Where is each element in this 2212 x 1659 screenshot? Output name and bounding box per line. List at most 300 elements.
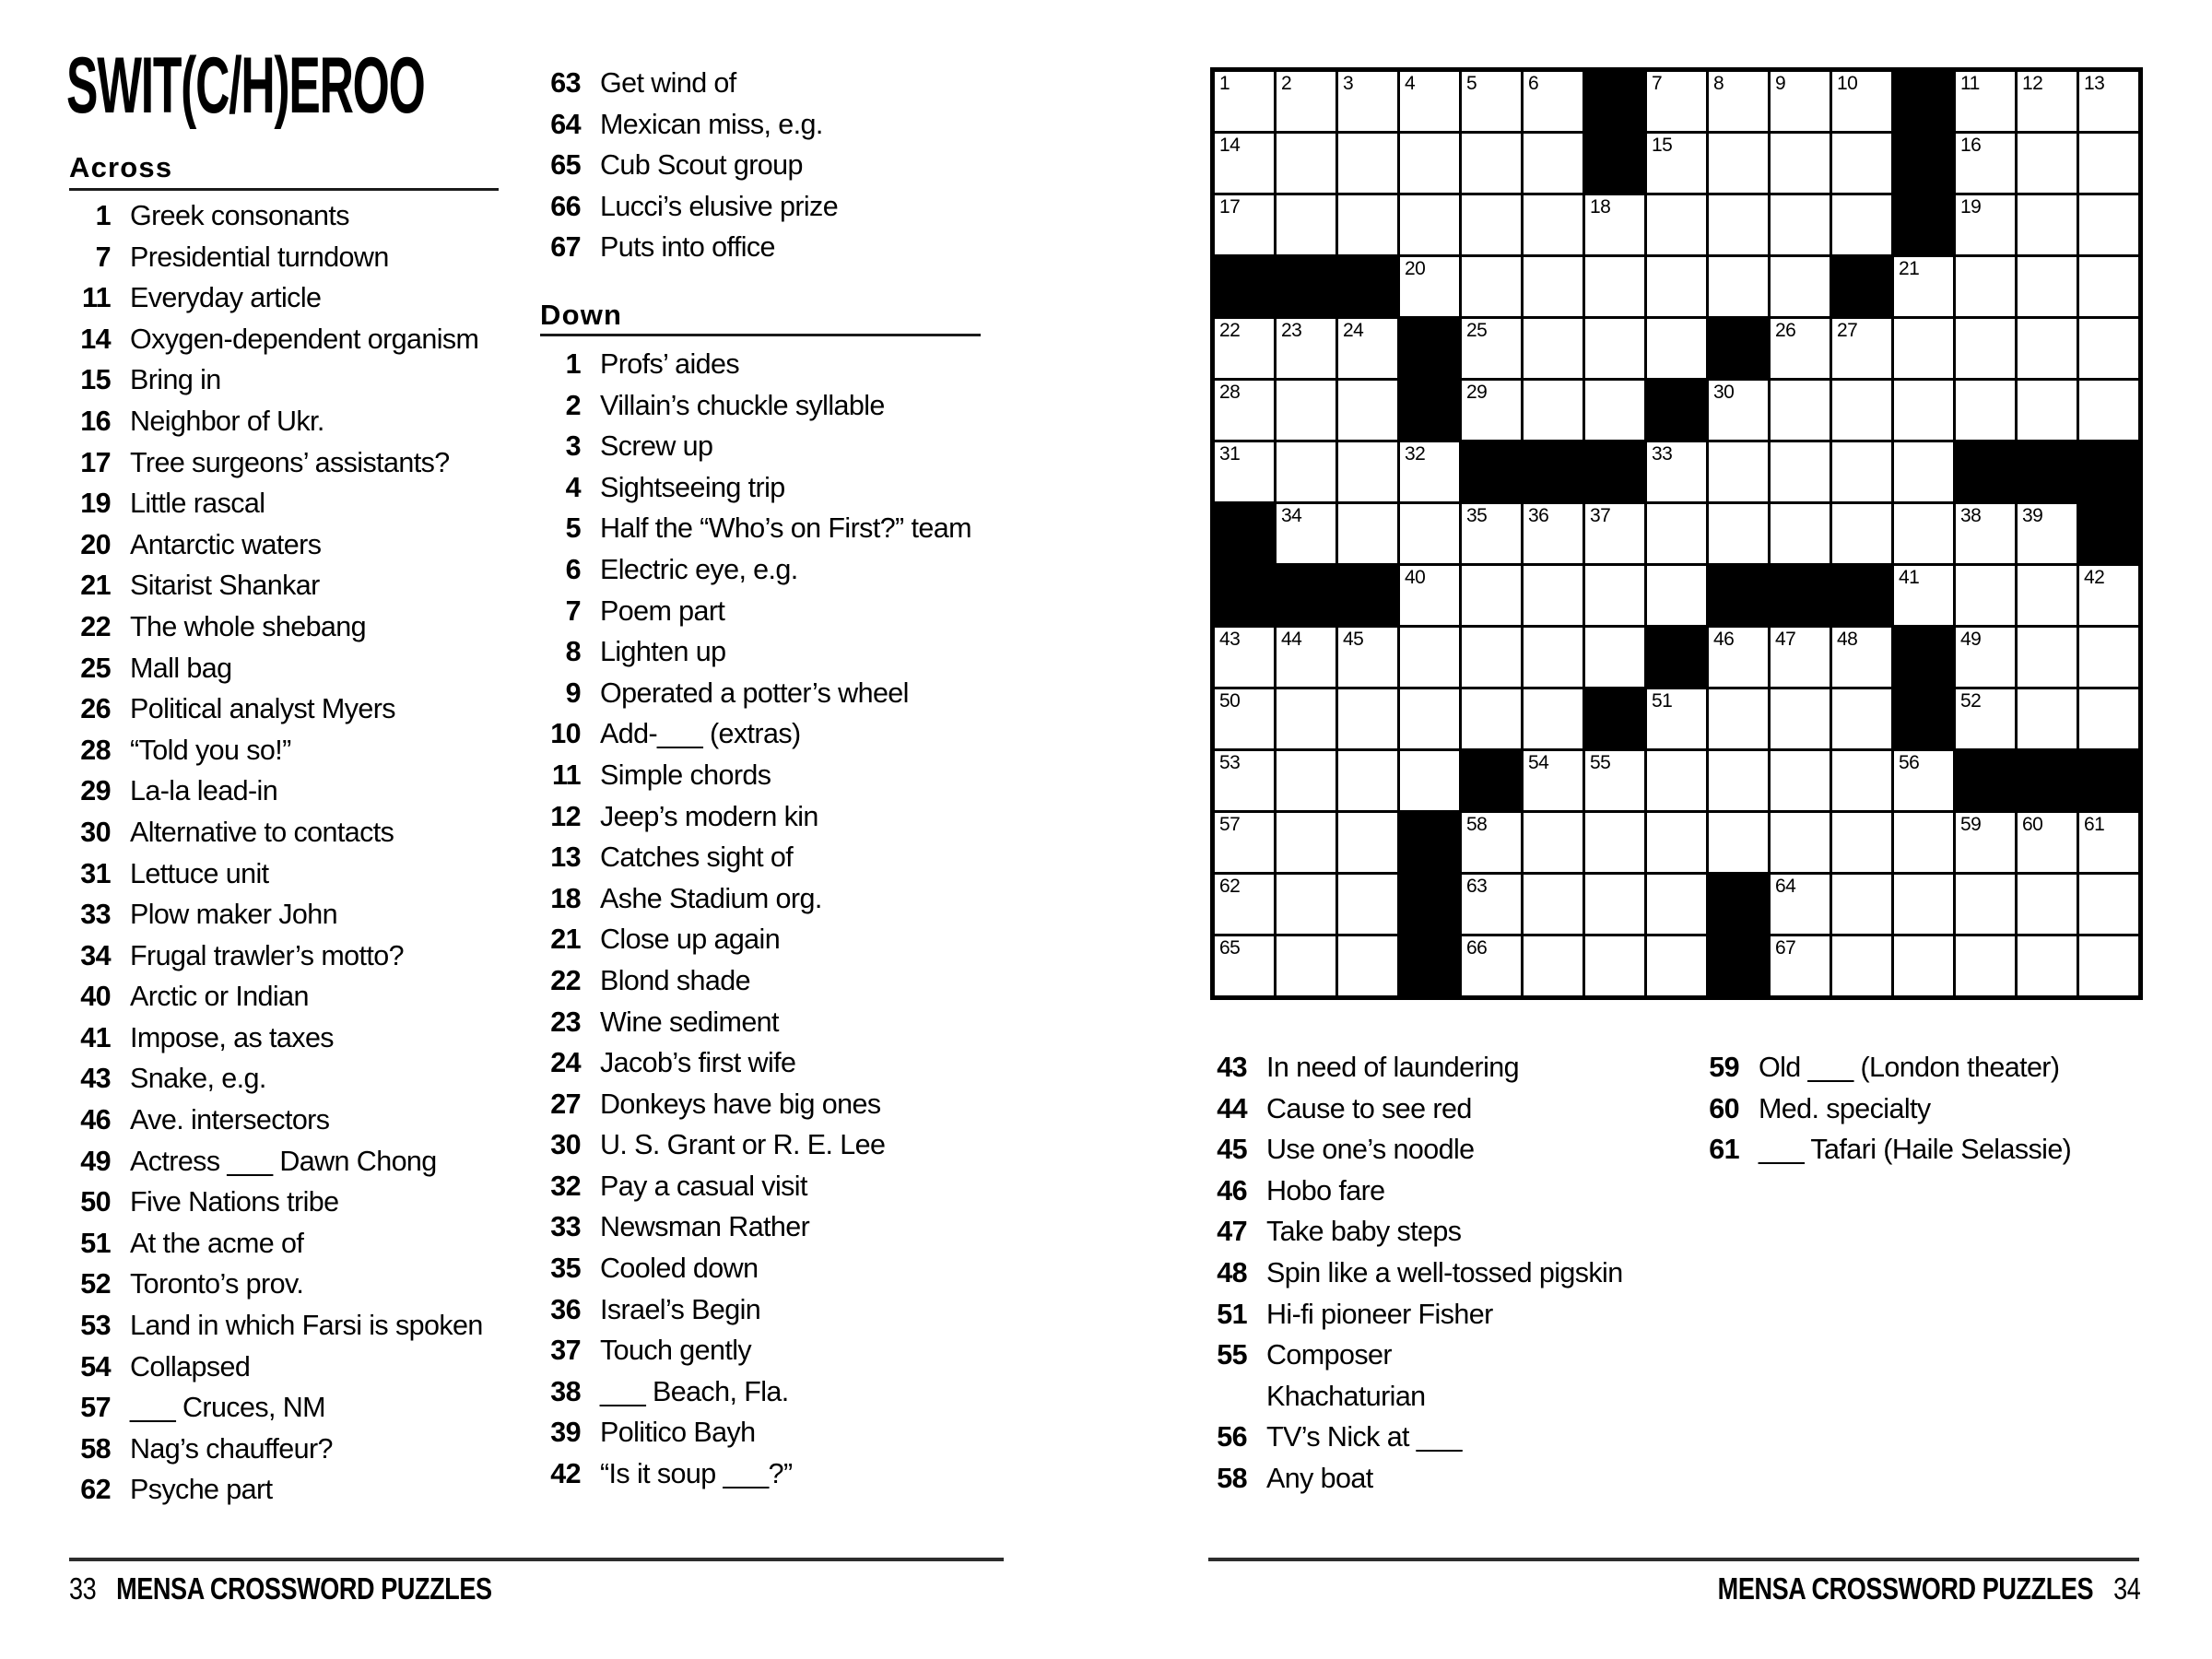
grid-cell[interactable] <box>1647 689 1706 748</box>
grid-cell[interactable] <box>2079 689 2138 748</box>
cell-number: 47 <box>1775 629 1796 650</box>
clue-item <box>69 1058 483 1100</box>
grid-cell[interactable] <box>1585 628 1644 687</box>
grid-cell[interactable] <box>1832 504 1891 563</box>
grid-cell[interactable] <box>2079 875 2138 934</box>
grid-cell[interactable] <box>1462 381 1521 440</box>
grid-cell[interactable] <box>1462 813 1521 872</box>
grid-cell[interactable] <box>1894 319 1953 378</box>
clue-text: Newsman Rather <box>600 1211 810 1243</box>
grid-cell[interactable] <box>1709 381 1768 440</box>
grid-cell[interactable] <box>2079 936 2138 995</box>
grid-cell[interactable] <box>1832 751 1891 810</box>
clue-number: 47 <box>1217 1216 1247 1248</box>
grid-cell[interactable] <box>1462 504 1521 563</box>
grid-cell[interactable] <box>1277 875 1335 934</box>
grid-cell[interactable] <box>1647 566 1706 625</box>
grid-cell[interactable] <box>1338 134 1397 193</box>
cell-number: 58 <box>1466 814 1488 835</box>
grid-cell[interactable] <box>1709 195 1768 254</box>
clue-number: 11 <box>551 759 581 791</box>
cell-number: 30 <box>1713 382 1735 403</box>
grid-cell[interactable] <box>2079 381 2138 440</box>
cell-number: 49 <box>1960 629 1982 650</box>
grid-cell[interactable] <box>1462 936 1521 995</box>
grid-cell-black <box>1647 628 1706 687</box>
grid-cell[interactable] <box>1338 689 1397 748</box>
clue-text: Ashe Stadium org. <box>600 882 822 914</box>
grid-cell[interactable] <box>1956 381 2015 440</box>
clue-number: 44 <box>1217 1092 1247 1124</box>
grid-cell[interactable] <box>1709 628 1768 687</box>
cell-number: 22 <box>1219 320 1241 341</box>
grid-cell[interactable] <box>1585 936 1644 995</box>
grid-cell[interactable] <box>2079 566 2138 625</box>
grid-cell[interactable] <box>1524 504 1583 563</box>
clue-item <box>69 1387 483 1429</box>
grid-cell[interactable] <box>1647 72 1706 131</box>
clue-text: Touch gently <box>600 1335 752 1367</box>
clue-item <box>69 648 483 689</box>
clue-number: 51 <box>1217 1298 1247 1330</box>
cell-number: 15 <box>1652 135 1673 156</box>
grid-cell[interactable] <box>1338 875 1397 934</box>
grid-cell[interactable] <box>1956 72 2015 131</box>
clue-item <box>69 894 483 935</box>
grid-cell[interactable] <box>2018 875 2077 934</box>
grid-cell[interactable] <box>2079 813 2138 872</box>
grid-cell[interactable] <box>1585 875 1644 934</box>
grid-cell[interactable] <box>1771 134 1830 193</box>
page-number-right: 34 <box>2112 1571 2140 1606</box>
clue-number: 33 <box>550 1211 581 1243</box>
clue-number: 45 <box>1217 1134 1247 1166</box>
clue-item <box>539 673 971 714</box>
grid-cell[interactable] <box>1338 442 1397 501</box>
clue-text: Hobo fare <box>1266 1174 1385 1206</box>
grid-cell[interactable] <box>1771 628 1830 687</box>
grid-cell[interactable] <box>1894 566 1953 625</box>
grid-cell[interactable] <box>1524 134 1583 193</box>
grid-cell[interactable] <box>2018 134 2077 193</box>
down-clue-list-below-grid-right <box>1698 1047 2071 1171</box>
grid-cell[interactable] <box>1956 319 2015 378</box>
grid-cell[interactable] <box>1338 936 1397 995</box>
cell-number: 57 <box>1219 814 1241 835</box>
cell-number: 56 <box>1899 752 1920 773</box>
clue-item <box>539 1206 971 1248</box>
grid-cell[interactable] <box>1771 72 1830 131</box>
grid-cell[interactable] <box>1709 442 1768 501</box>
clue-item <box>69 195 483 237</box>
grid-cell[interactable] <box>1647 504 1706 563</box>
cell-number: 17 <box>1219 196 1241 218</box>
grid-cell[interactable] <box>1400 134 1459 193</box>
clue-text: Spin like a well-tossed pigskin <box>1266 1256 1623 1288</box>
grid-cell[interactable] <box>1709 72 1768 131</box>
grid-cell[interactable] <box>2018 72 2077 131</box>
clue-number: 61 <box>1709 1134 1739 1166</box>
grid-cell[interactable] <box>1215 72 1274 131</box>
grid-cell[interactable] <box>2018 628 2077 687</box>
grid-cell[interactable] <box>1832 72 1891 131</box>
grid-cell[interactable] <box>1215 751 1274 810</box>
grid-cell[interactable] <box>2018 257 2077 316</box>
cell-number: 27 <box>1837 320 1858 341</box>
clue-item <box>1206 1335 1623 1417</box>
cell-number: 38 <box>1960 505 1982 526</box>
grid-cell-black <box>1215 566 1274 625</box>
grid-cell[interactable] <box>1338 813 1397 872</box>
clue-number: 8 <box>565 636 581 668</box>
cell-number: 60 <box>2022 814 2043 835</box>
grid-cell[interactable] <box>1709 257 1768 316</box>
clue-item <box>69 1018 483 1059</box>
grid-cell[interactable] <box>1585 751 1644 810</box>
clue-text: Ave. intersectors <box>130 1104 330 1136</box>
clue-item <box>539 508 971 549</box>
clue-number: 52 <box>80 1268 111 1300</box>
grid-cell[interactable] <box>1524 813 1583 872</box>
grid-cell[interactable] <box>1215 381 1274 440</box>
grid-cell[interactable] <box>1647 813 1706 872</box>
grid-cell[interactable] <box>1585 195 1644 254</box>
clue-number: 13 <box>550 841 581 874</box>
clue-text: ___ Beach, Fla. <box>600 1375 789 1407</box>
grid-cell[interactable] <box>2079 72 2138 131</box>
grid-cell[interactable] <box>1277 72 1335 131</box>
grid-cell[interactable] <box>1647 319 1706 378</box>
grid-cell[interactable] <box>2079 134 2138 193</box>
grid-cell[interactable] <box>1524 936 1583 995</box>
grid-cell[interactable] <box>1585 813 1644 872</box>
cell-number: 9 <box>1775 73 1786 94</box>
cell-number: 11 <box>1960 73 1980 94</box>
grid-cell[interactable] <box>1585 566 1644 625</box>
grid-cell-black <box>1647 381 1706 440</box>
cell-number: 61 <box>2084 814 2105 835</box>
clue-text: Take baby steps <box>1266 1216 1462 1248</box>
grid-cell[interactable] <box>1215 319 1274 378</box>
grid-cell[interactable] <box>1894 442 1953 501</box>
grid-cell[interactable] <box>1585 381 1644 440</box>
grid-cell[interactable] <box>1338 504 1397 563</box>
grid-cell[interactable] <box>2018 813 2077 872</box>
grid-cell[interactable] <box>1771 751 1830 810</box>
grid-cell[interactable] <box>1771 813 1830 872</box>
grid-cell[interactable] <box>1832 813 1891 872</box>
cell-number: 33 <box>1652 443 1673 465</box>
clue-number: 59 <box>1709 1052 1739 1083</box>
grid-cell[interactable] <box>1956 628 2015 687</box>
clue-item <box>1698 1047 2071 1088</box>
grid-cell[interactable] <box>1832 689 1891 748</box>
grid-cell[interactable] <box>1400 689 1459 748</box>
grid-cell[interactable] <box>1462 134 1521 193</box>
grid-cell[interactable] <box>1956 689 2015 748</box>
grid-cell[interactable] <box>1647 875 1706 934</box>
grid-cell[interactable] <box>1709 504 1768 563</box>
crossword-grid <box>1210 67 2143 1000</box>
clue-number: 38 <box>550 1375 581 1407</box>
grid-cell[interactable] <box>1956 813 2015 872</box>
grid-cell[interactable] <box>1524 319 1583 378</box>
grid-cell[interactable] <box>1709 689 1768 748</box>
grid-cell[interactable] <box>1894 936 1953 995</box>
grid-cell[interactable] <box>2018 689 2077 748</box>
grid-cell[interactable] <box>1956 195 2015 254</box>
grid-cell[interactable] <box>1832 195 1891 254</box>
cell-number: 19 <box>1960 196 1982 218</box>
grid-cell[interactable] <box>1956 875 2015 934</box>
grid-cell[interactable] <box>1956 936 2015 995</box>
clue-item <box>69 1100 483 1141</box>
grid-cell[interactable] <box>1894 504 1953 563</box>
clue-number: 43 <box>80 1063 111 1095</box>
clue-text: Med. specialty <box>1759 1092 1931 1124</box>
grid-cell[interactable] <box>1400 566 1459 625</box>
grid-cell[interactable] <box>1894 751 1953 810</box>
clue-number: 56 <box>1217 1421 1247 1453</box>
grid-cell[interactable] <box>1832 936 1891 995</box>
grid-cell[interactable] <box>1647 195 1706 254</box>
cell-number: 4 <box>1405 73 1416 94</box>
clue-item <box>69 1223 483 1265</box>
clue-text: Catches sight of <box>600 841 794 874</box>
clue-item <box>539 1453 971 1495</box>
grid-cell[interactable] <box>1462 319 1521 378</box>
clue-number: 1 <box>565 348 581 380</box>
grid-cell[interactable] <box>1832 319 1891 378</box>
grid-cell[interactable] <box>1277 504 1335 563</box>
clue-number: 48 <box>1217 1256 1247 1288</box>
grid-cell[interactable] <box>1524 72 1583 131</box>
grid-cell[interactable] <box>1771 875 1830 934</box>
grid-cell-black <box>1585 72 1644 131</box>
grid-cell[interactable] <box>1771 504 1830 563</box>
grid-cell[interactable] <box>1462 566 1521 625</box>
clue-text: Bring in <box>130 364 221 396</box>
grid-cell[interactable] <box>1894 257 1953 316</box>
grid-cell[interactable] <box>1277 936 1335 995</box>
grid-cell[interactable] <box>1585 319 1644 378</box>
grid-cell[interactable] <box>1894 813 1953 872</box>
clue-item <box>539 186 838 228</box>
grid-cell[interactable] <box>2079 319 2138 378</box>
clue-number: 46 <box>80 1104 111 1136</box>
grid-cell[interactable] <box>1524 257 1583 316</box>
grid-cell[interactable] <box>1524 566 1583 625</box>
grid-cell[interactable] <box>1338 751 1397 810</box>
grid-cell[interactable] <box>1215 134 1274 193</box>
clue-number: 31 <box>80 857 111 889</box>
grid-cell[interactable] <box>1832 442 1891 501</box>
grid-cell[interactable] <box>1956 566 2015 625</box>
clue-item <box>69 688 483 730</box>
grid-cell[interactable] <box>1277 689 1335 748</box>
grid-cell[interactable] <box>2079 628 2138 687</box>
grid-cell[interactable] <box>1956 504 2015 563</box>
clue-item <box>69 401 483 442</box>
clue-text: Everyday article <box>130 282 322 314</box>
cell-number: 24 <box>1343 320 1364 341</box>
grid-cell[interactable] <box>1277 134 1335 193</box>
grid-cell[interactable] <box>1462 195 1521 254</box>
grid-cell[interactable] <box>1215 936 1274 995</box>
clue-item <box>539 1166 971 1207</box>
grid-cell[interactable] <box>2018 566 2077 625</box>
grid-cell[interactable] <box>2018 504 2077 563</box>
clue-item <box>69 812 483 853</box>
grid-cell[interactable] <box>1462 875 1521 934</box>
grid-cell-black <box>1894 195 1953 254</box>
grid-cell[interactable] <box>1215 628 1274 687</box>
grid-cell[interactable] <box>1400 628 1459 687</box>
grid-cell[interactable] <box>1524 195 1583 254</box>
clue-text: Nag’s chauffeur? <box>130 1432 333 1465</box>
clue-number: 67 <box>550 231 581 264</box>
grid-cell[interactable] <box>1771 936 1830 995</box>
grid-cell[interactable] <box>1400 195 1459 254</box>
grid-cell[interactable] <box>1956 134 2015 193</box>
clue-number: 19 <box>80 488 111 520</box>
grid-cell[interactable] <box>1215 195 1274 254</box>
grid-cell[interactable] <box>1462 689 1521 748</box>
clue-text: The whole shebang <box>130 610 367 642</box>
grid-cell[interactable] <box>1462 628 1521 687</box>
grid-cell[interactable] <box>1524 381 1583 440</box>
grid-cell-black <box>1338 257 1397 316</box>
clue-item <box>69 853 483 895</box>
grid-cell[interactable] <box>1647 134 1706 193</box>
grid-cell[interactable] <box>1832 381 1891 440</box>
grid-cell[interactable] <box>1894 381 1953 440</box>
grid-cell[interactable] <box>1647 442 1706 501</box>
footer-right <box>1717 1571 2140 1607</box>
clue-number: 50 <box>80 1186 111 1218</box>
grid-cell[interactable] <box>1709 813 1768 872</box>
grid-cell[interactable] <box>1215 442 1274 501</box>
clue-item <box>1698 1088 2071 1130</box>
grid-cell[interactable] <box>1215 813 1274 872</box>
cell-number: 41 <box>1899 567 1920 588</box>
grid-cell[interactable] <box>1832 628 1891 687</box>
grid-cell[interactable] <box>2018 195 2077 254</box>
grid-cell[interactable] <box>2079 195 2138 254</box>
grid-cell[interactable] <box>1585 504 1644 563</box>
grid-cell[interactable] <box>1647 751 1706 810</box>
clue-item <box>69 277 483 319</box>
clue-number: 7 <box>95 241 111 273</box>
grid-cell-black <box>1215 504 1274 563</box>
cell-number: 8 <box>1713 73 1724 94</box>
grid-cell[interactable] <box>1400 751 1459 810</box>
grid-cell[interactable] <box>2018 936 2077 995</box>
clue-number: 42 <box>550 1458 581 1490</box>
clue-text: “Is it soup ___?” <box>600 1458 793 1490</box>
grid-cell[interactable] <box>2018 319 2077 378</box>
grid-cell[interactable] <box>1277 751 1335 810</box>
clue-number: 55 <box>1217 1339 1247 1371</box>
grid-cell[interactable] <box>1771 381 1830 440</box>
grid-cell[interactable] <box>1524 751 1583 810</box>
clue-number: 20 <box>80 528 111 560</box>
clue-text: Jacob’s first wife <box>600 1047 796 1079</box>
grid-cell[interactable] <box>1400 72 1459 131</box>
grid-cell[interactable] <box>1647 936 1706 995</box>
clue-item <box>1206 1294 1623 1335</box>
clue-text: Israel’s Begin <box>600 1293 761 1325</box>
clue-text: Hi-fi pioneer Fisher <box>1266 1298 1493 1330</box>
grid-cell[interactable] <box>1771 257 1830 316</box>
grid-cell[interactable] <box>1277 381 1335 440</box>
grid-cell[interactable] <box>1338 628 1397 687</box>
clue-item <box>69 1347 483 1388</box>
cell-number: 21 <box>1899 258 1920 279</box>
grid-cell[interactable] <box>1771 195 1830 254</box>
grid-cell[interactable] <box>1956 257 2015 316</box>
grid-cell[interactable] <box>1215 875 1274 934</box>
grid-cell[interactable] <box>1832 134 1891 193</box>
grid-cell[interactable] <box>1832 875 1891 934</box>
grid-cell[interactable] <box>1277 319 1335 378</box>
grid-cell[interactable] <box>1647 257 1706 316</box>
grid-cell-black <box>2018 751 2077 810</box>
grid-cell[interactable] <box>1338 319 1397 378</box>
clue-text: Politico Bayh <box>600 1417 756 1449</box>
grid-cell[interactable] <box>1277 195 1335 254</box>
cell-number: 10 <box>1837 73 1858 94</box>
grid-cell[interactable] <box>1462 257 1521 316</box>
grid-cell[interactable] <box>1338 72 1397 131</box>
clue-number: 3 <box>565 430 581 463</box>
cell-number: 25 <box>1466 320 1488 341</box>
grid-cell[interactable] <box>1277 813 1335 872</box>
cell-number: 43 <box>1219 629 1241 650</box>
grid-cell[interactable] <box>1277 628 1335 687</box>
down-clue-list-column-1 <box>539 344 971 1495</box>
clue-item <box>1206 1253 1623 1294</box>
clue-number: 21 <box>550 924 581 956</box>
grid-cell[interactable] <box>1338 381 1397 440</box>
grid-cell[interactable] <box>1585 257 1644 316</box>
grid-cell[interactable] <box>1338 195 1397 254</box>
clue-item <box>539 919 971 960</box>
grid-cell[interactable] <box>1400 504 1459 563</box>
grid-cell[interactable] <box>1771 689 1830 748</box>
grid-cell[interactable] <box>2018 381 2077 440</box>
grid-cell[interactable] <box>1524 628 1583 687</box>
grid-cell[interactable] <box>1462 72 1521 131</box>
grid-cell[interactable] <box>1771 319 1830 378</box>
clue-item <box>539 344 971 385</box>
grid-cell[interactable] <box>1400 257 1459 316</box>
grid-cell[interactable] <box>1524 689 1583 748</box>
clue-number: 41 <box>80 1021 111 1053</box>
grid-cell[interactable] <box>1215 689 1274 748</box>
grid-cell[interactable] <box>1524 875 1583 934</box>
grid-cell-black <box>1215 257 1274 316</box>
grid-cell[interactable] <box>1709 134 1768 193</box>
grid-cell[interactable] <box>1771 442 1830 501</box>
cell-number: 42 <box>2084 567 2105 588</box>
grid-cell[interactable] <box>1709 751 1768 810</box>
grid-cell[interactable] <box>1400 442 1459 501</box>
grid-cell[interactable] <box>2079 257 2138 316</box>
grid-cell[interactable] <box>1277 442 1335 501</box>
grid-cell[interactable] <box>1894 875 1953 934</box>
clue-text: ___ Tafari (Haile Selassie) <box>1759 1134 2072 1166</box>
